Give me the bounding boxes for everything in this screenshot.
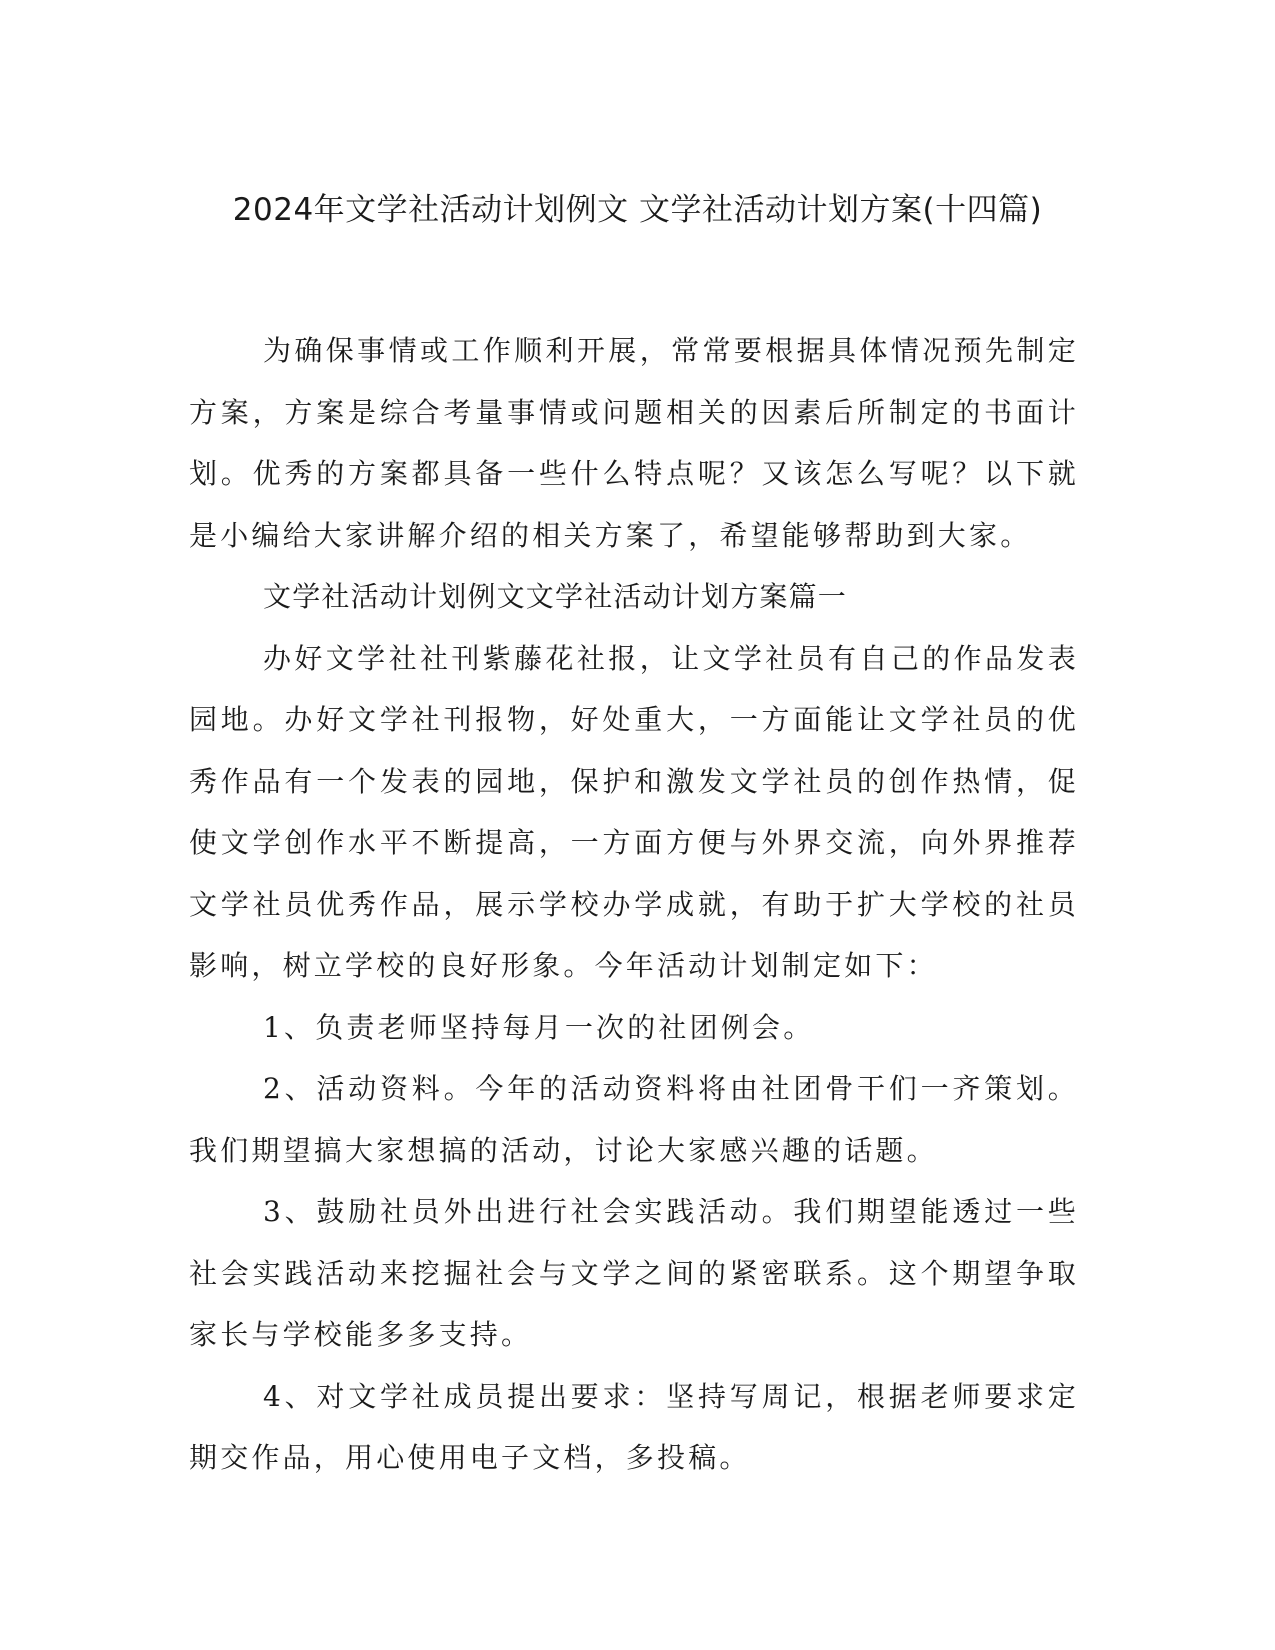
document-body bbox=[189, 320, 1079, 1489]
list-item-3: 3、鼓励社员外出进行社会实践活动。我们期望能透过一些社会实践活动来挖掘社会与文学之间的紧密联系。这个期望争取家长与学校能多多支持。 bbox=[189, 1195, 1079, 1351]
section-heading: 文学社活动计划例文文学社活动计划方案篇一 bbox=[263, 580, 848, 613]
body-paragraph: 办好文学社社刊紫藤花社报，让文学社员有自己的作品发表园地。办好文学社刊报物，好处重大，一方面能让文学社员的优秀作品有一个发表的园地，保护和激发文学社员的创作热情，促使文学创作水平不断提高，一方面方便与外界交流，向外界推荐文学社员优秀作品，展示学校办学成就，有助于扩大学校的社员影响，树立学校的良好形象。今年活动计划制定如下： bbox=[189, 641, 1079, 982]
document-title: 2024年文学社活动计划例文 文学社活动计划方案(十四篇) bbox=[232, 192, 1043, 228]
list-item-2: 2、活动资料。今年的活动资料将由社团骨干们一齐策划。我们期望搞大家想搞的活动，讨论大家感兴趣的话题。 bbox=[189, 1072, 1079, 1167]
list-item-1: 1、负责老师坚持每月一次的社团例会。 bbox=[263, 1010, 815, 1044]
intro-paragraph: 为确保事情或工作顺利开展，常常要根据具体情况预先制定方案，方案是综合考量事情或问题相关的因素后所制定的书面计划。优秀的方案都具备一些什么特点呢？又该怎么写呢？以下就是小编给大家讲解介绍的相关方案了，希望能够帮助到大家。 bbox=[189, 334, 1079, 552]
list-item-4: 4、对文学社成员提出要求：坚持写周记，根据老师要求定期交作品，用心使用电子文档，多投稿。 bbox=[189, 1379, 1079, 1474]
